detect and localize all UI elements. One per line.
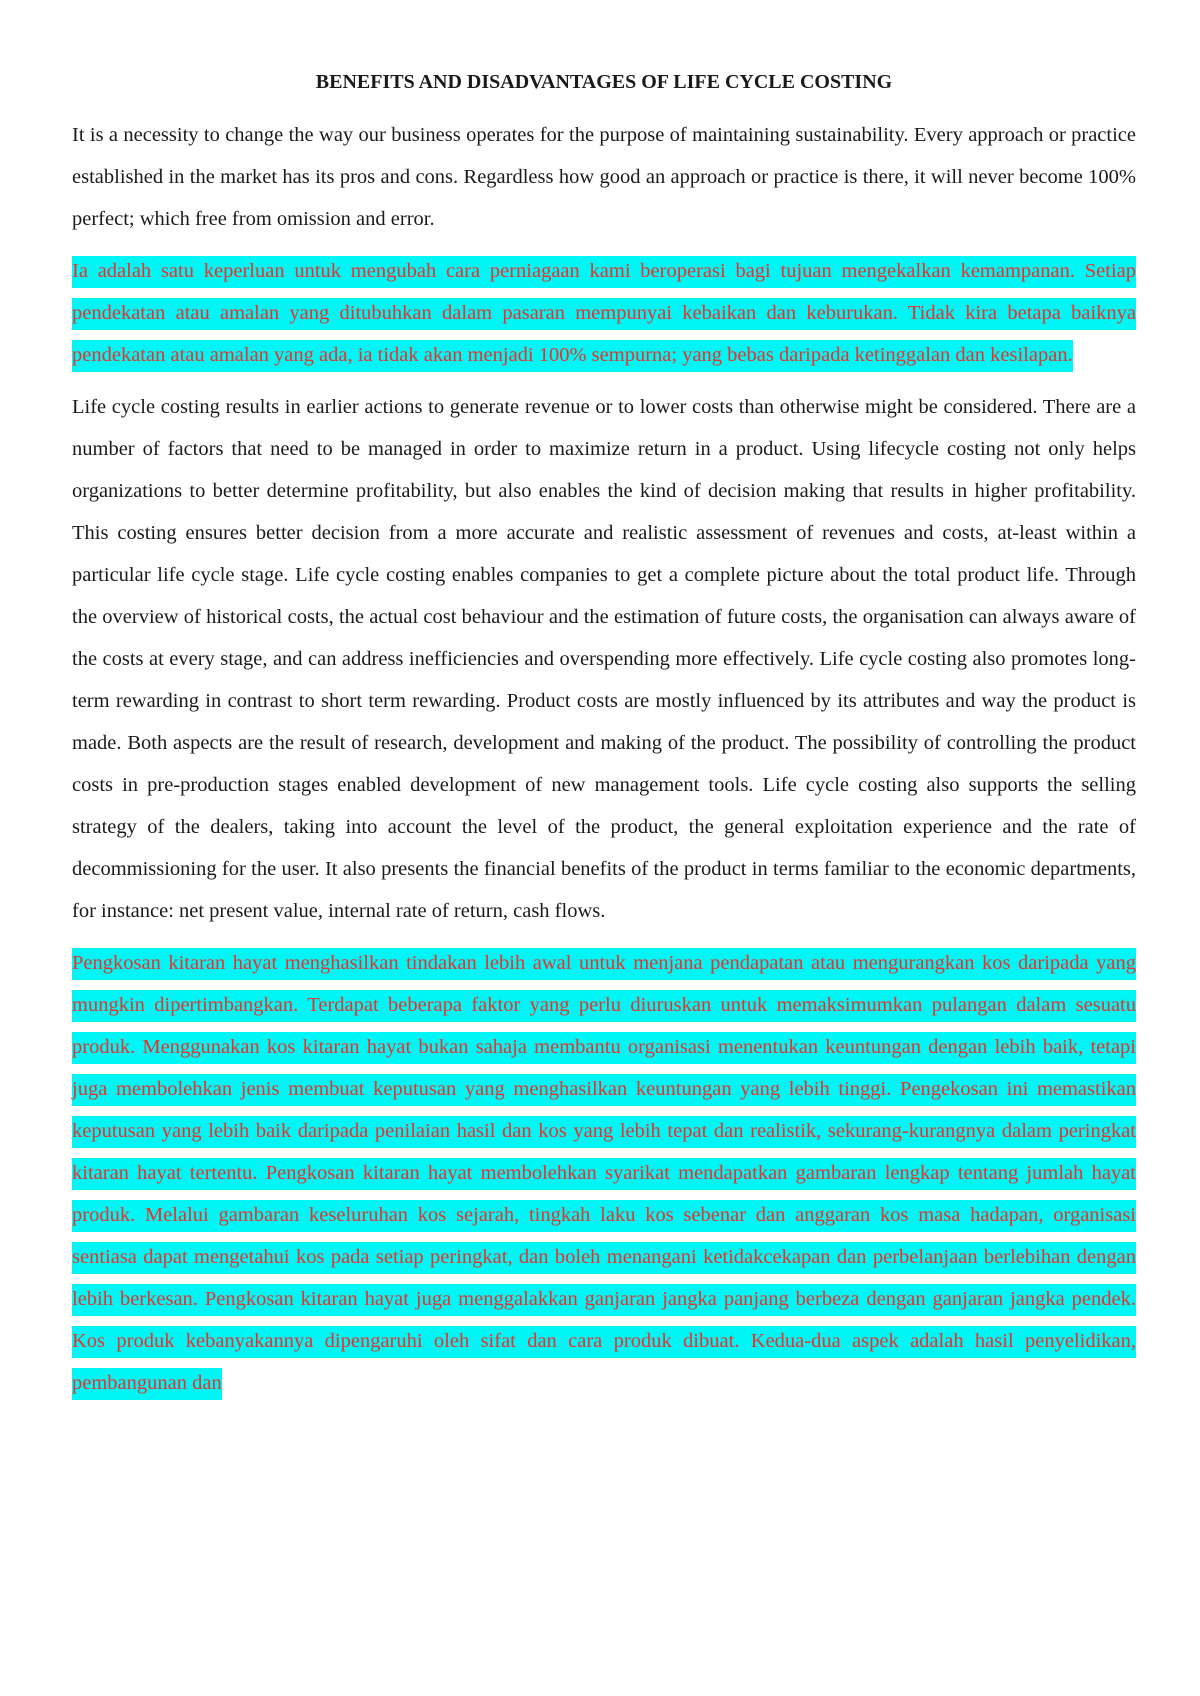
document-page — [72, 68, 1136, 1414]
highlighted-translation-text: Ia adalah satu keperluan untuk mengubah cara perniagaan kami beroperasi bagi tujuan mengekalkan kemampanan. Setiap pendekatan atau amalan yang ditubuhkan dalam pasaran mempunyai kebaikan dan keburukan. Tidak kira betapa baiknya pendekatan atau amalan yang ada, ia tidak akan menjadi 100% sempurna; yang bebas daripada ketinggalan dan kesilapan. — [72, 256, 1136, 372]
paragraph-english-benefits — [72, 386, 1136, 932]
paragraph-text: It is a necessity to change the way our business operates for the purpose of maintaining sustainability. Every approach or practice established in the market has its pros and cons. Regardless how good an approach or practice is there, it will never become 100% perfect; which free from omission and error. — [72, 124, 1136, 230]
paragraph-text: Life cycle costing results in earlier actions to generate revenue or to lower costs than otherwise might be considered. There are a number of factors that need to be managed in order to maximize return in a product. Using lifecycle costing not only helps organizations to better determine profitability, but also enables the kind of decision making that results in higher profitability. This costing ensures better decision from a more accurate and realistic assessment of revenues and costs, at-least within a particular life cycle stage. Life cycle costing enables companies to get a complete picture about the total product life. Through the overview of historical costs, the actual cost behaviour and the estimation of future costs, the organisation can always aware of the costs at every stage, and can address inefficiencies and overspending more effectively. Life cycle costing also promotes long-term rewarding in contrast to short term rewarding. Product costs are mostly influenced by its attributes and way the product is made. Both aspects are the result of research, development and making of the product. The possibility of controlling the product costs in pre-production stages enabled development of new management tools. Life cycle costing also supports the selling strategy of the dealers, taking into account the level of the product, the general exploitation experience and the rate of decommissioning for the user. It also presents the financial benefits of the product in terms familiar to the economic departments, for instance: net present value, internal rate of return, cash flows. — [72, 396, 1136, 922]
highlighted-translation-text: Pengkosan kitaran hayat menghasilkan tindakan lebih awal untuk menjana pendapatan atau mengurangkan kos daripada yang mungkin dipertimbangkan. Terdapat beberapa faktor yang perlu diuruskan untuk memaksimumkan pulangan dalam sesuatu produk. Menggunakan kos kitaran hayat bukan sahaja membantu organisasi menentukan keuntungan dengan lebih baik, tetapi juga membolehkan jenis membuat keputusan yang menghasilkan keuntungan yang lebih tinggi. Pengekosan ini memastikan keputusan yang lebih baik daripada penilaian hasil dan kos yang lebih tepat dan realistik, sekurang-kurangnya dalam peringkat kitaran hayat tertentu. Pengkosan kitaran hayat membolehkan syarikat mendapatkan gambaran lengkap tentang jumlah hayat produk. Melalui gambaran keseluruhan kos sejarah, tingkah laku kos sebenar dan anggaran kos masa hadapan, organisasi sentiasa dapat mengetahui kos pada setiap peringkat, dan boleh menangani ketidakcekapan dan perbelanjaan berlebihan dengan lebih berkesan. Pengkosan kitaran hayat juga menggalakkan ganjaran jangka panjang berbeza dengan ganjaran jangka pendek. Kos produk kebanyakannya dipengaruhi oleh sifat dan cara produk dibuat. Kedua-dua aspek adalah hasil penyelidikan, pembangunan dan — [72, 948, 1136, 1400]
paragraph-english-intro — [72, 114, 1136, 240]
paragraph-malay-benefits — [72, 942, 1136, 1404]
paragraph-malay-intro — [72, 250, 1136, 376]
document-title: BENEFITS AND DISADVANTAGES OF LIFE CYCLE COSTING — [315, 71, 893, 93]
